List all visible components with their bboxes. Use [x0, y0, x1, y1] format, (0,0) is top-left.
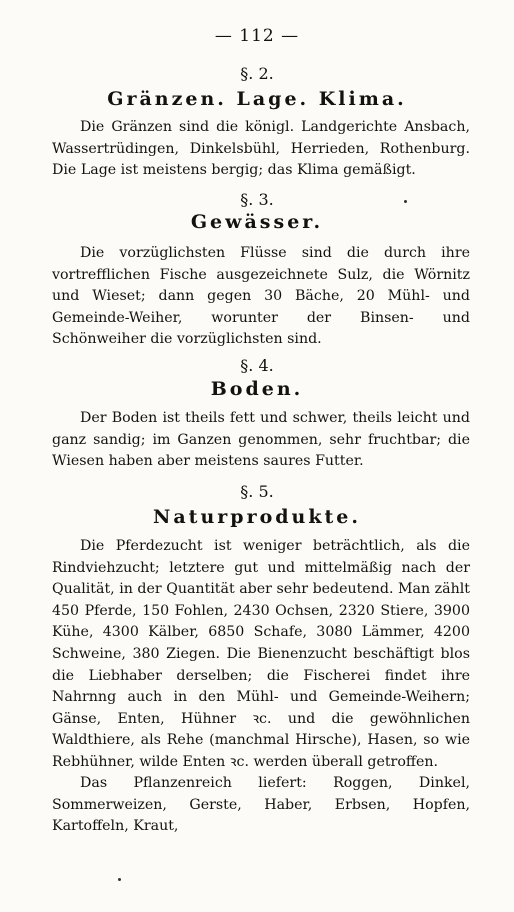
- page-number: — 112 —: [214, 26, 300, 46]
- section-heading-4: Boden.: [210, 378, 304, 400]
- section-text-4: Der Boden ist theils fett und schwer, theils leicht und ganz sandig; im Ganzen genommen, sehr fruchtbar; die Wiesen haben aber meistens saures Futter.: [52, 410, 470, 470]
- section-heading-2: Gränzen. Lage. Klima.: [107, 88, 407, 110]
- section-text-5: Die Pferdezucht ist weniger beträchtlich, als die Rindviehzucht; letztere gut und mittelmäßig nach der Qualität, in der Quantität aber sehr bedeutend. Man zählt 450 Pferde, 150 Fohlen, 2430 Ochsen, 2320 Stiere, 3900 Kühe, 4300 Kälber, 6850 Schafe, 3080 Lämmer, 4200 Schweine, 380 Ziegen. Die Bienenzucht beschäftigt blos die Liebhaber derselben; die Fischerei findet ihre Nahrnng auch in den Mühl- und Gemeinde-Weihern; Gänse, Enten, Hühner ꝛc. und die gewöhnlichen Waldthiere, als Rehe (manchmal Hirsche), Hasen, so wie Rebhühner, wilde Enten ꝛc. werden überall getroffen.: [52, 538, 470, 770]
- section-text-3: Die vorzüglichsten Flüsse sind die durch ihre vortrefflichen Fische ausgezeichnete Sulz, die Wörnitz und Wieset; dann gegen 30 Bäche, 20 Mühl- und Gemeinde-Weiher, worunter der Binsen- und Schönweiher die vorzüglichsten sind.: [52, 245, 470, 348]
- section-heading-3: Gewässer.: [190, 211, 324, 233]
- section-number-5: §. 5.: [240, 482, 274, 501]
- section-number-4: §. 4.: [240, 356, 274, 375]
- section-text-5b: Das Pflanzenreich liefert: Roggen, Dinkel, Sommerweizen, Gerste, Haber, Erbsen, Hopfen, Kartoffeln, Kraut,: [52, 775, 470, 835]
- section-number-2: §. 2.: [240, 64, 274, 83]
- ink-speck: [118, 878, 121, 881]
- section-text-2: Die Gränzen sind die königl. Landgerichte Ansbach, Wassertrüdingen, Dinkelsbühl, Herrieden, Rothenburg. Die Lage ist meistens bergig; das Klima gemäßigt.: [52, 119, 470, 179]
- section-heading-5: Naturprodukte.: [153, 506, 361, 528]
- ink-speck: [404, 200, 407, 203]
- section-number-3: §. 3.: [240, 190, 274, 209]
